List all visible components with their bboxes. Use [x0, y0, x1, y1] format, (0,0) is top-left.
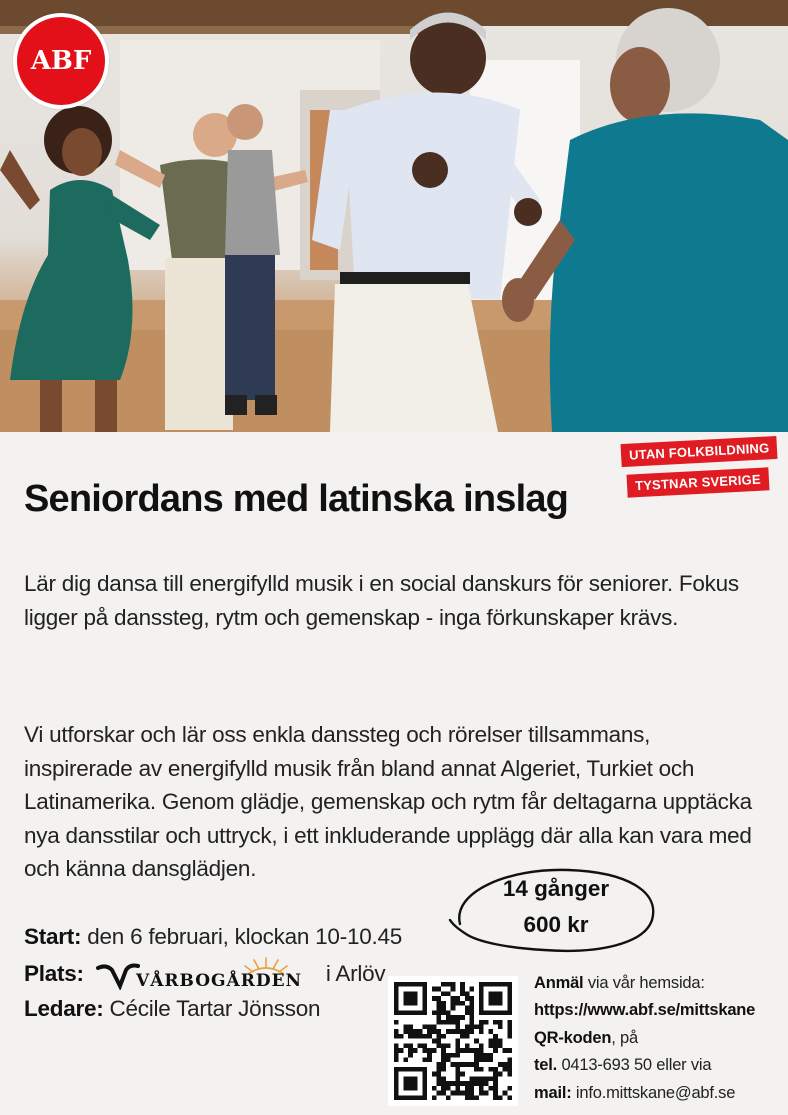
price-info	[448, 871, 664, 943]
description-paragraph: Vi utforskar och lär oss enkla danssteg och rörelser tillsammans, inspirerade av energifylld musik från bland annat Algeriet, Turkiet och Latinamerika. Genom glädje, gemenskap och rytm får deltagarna upptäcka nya dansstilar och uttryck, i ett inkluderande upplägg där alla kan vara med och känna dansglädjen.	[24, 722, 752, 881]
qr-code[interactable]	[388, 976, 518, 1106]
leader-value: Cécile Tartar Jönsson	[109, 996, 321, 1021]
start-info	[24, 924, 402, 950]
start-value: den 6 februari, klockan 10-10.45	[87, 924, 402, 949]
leader-label: Ledare:	[24, 996, 104, 1021]
register-label: Anmäl	[534, 974, 584, 992]
qr-text: , på	[611, 1028, 638, 1047]
abf-logo	[13, 13, 109, 109]
price-sessions: 14 gånger	[502, 876, 610, 901]
place-info	[24, 958, 385, 992]
qr-code-icon	[394, 982, 512, 1100]
intro-paragraph: Lär dig dansa till energifylld musik i en social danskurs för seniorer. Fokus ligger på danssteg, rytm och gemenskap - inga förkunskaper krävs.	[24, 571, 739, 630]
price-cost: 600 kr	[523, 912, 589, 937]
tel-number[interactable]: 0413-693 50 eller via	[561, 1056, 712, 1075]
campaign-stamp-line-2: TYSTNAR SVERIGE	[626, 467, 769, 497]
place-label: Plats:	[24, 960, 84, 986]
tel-label: tel.	[534, 1056, 558, 1075]
photo-dancing-seniors	[0, 0, 788, 432]
campaign-stamp-line-1: UTAN FOLKBILDNING	[621, 436, 778, 467]
sun-rays-icon	[245, 958, 287, 972]
mail-address[interactable]: info.mittskane@abf.se	[575, 1083, 736, 1102]
svg-text:VÅRBOGÅRDEN: VÅRBOGÅRDEN	[135, 971, 302, 990]
place-suffix: i Arlöv	[325, 960, 386, 986]
register-text: via vår hemsida:	[587, 974, 705, 992]
page-title: Seniordans med latinska inslag	[24, 478, 569, 520]
start-label: Start:	[24, 924, 82, 949]
contact-info	[534, 970, 784, 1107]
registration-link[interactable]: https://www.abf.se/mittskane	[534, 1001, 756, 1020]
photo-illustration	[0, 0, 788, 432]
varbogarden-logo	[96, 956, 306, 990]
qr-label: QR-koden	[534, 1028, 612, 1047]
abf-logo-text: ABF	[30, 46, 92, 76]
leader-info	[24, 996, 320, 1022]
mail-label: mail:	[534, 1083, 572, 1102]
